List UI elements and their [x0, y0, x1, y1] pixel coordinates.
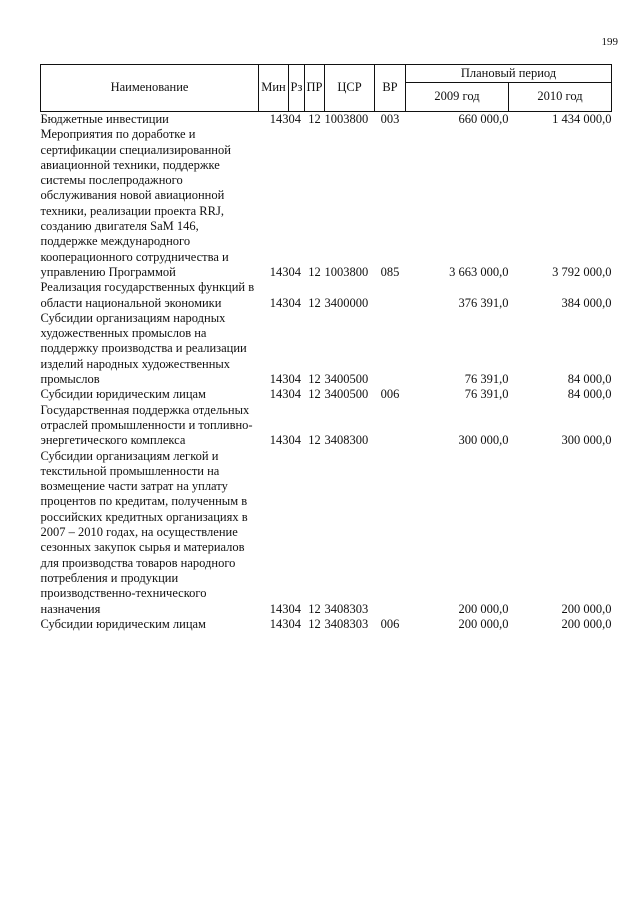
- row-rz: 04: [288, 616, 301, 631]
- row-pr: 12: [308, 601, 321, 616]
- table-row: [41, 387, 612, 402]
- row-name: Бюджетные инвестиции: [40, 112, 169, 126]
- row-csr: 1003800: [324, 264, 369, 279]
- table-body: [41, 112, 612, 633]
- header-pr: ПР: [305, 65, 325, 112]
- row-rz: 04: [288, 264, 301, 279]
- row-rz: 04: [288, 387, 301, 402]
- row-value-2010: 200 000,0: [561, 601, 612, 616]
- header-2009: 2009 год: [406, 83, 509, 112]
- row-name: Государственная поддержка отдельных отраслей промышленности и топливно-энергетического комплекса: [40, 402, 253, 448]
- row-vr: 003: [380, 112, 400, 126]
- header-plan-period: Плановый период: [406, 65, 612, 83]
- row-csr: 3408303: [324, 601, 369, 616]
- row-value-2010: 3 792 000,0: [552, 264, 612, 279]
- row-pr: 12: [308, 433, 321, 448]
- row-value-2009: 660 000,0: [458, 112, 509, 126]
- row-name: Субсидии юридическим лицам: [40, 387, 206, 402]
- row-vr: [375, 449, 406, 617]
- row-value-2009: 76 391,0: [464, 372, 509, 387]
- table-row: [41, 112, 612, 128]
- table-row: [41, 403, 612, 449]
- row-name: Мероприятия по доработке и сертификации специализированной авиационной техники, поддержке системы послепродажного обслуживания новой авиационной техники, реализации проекта RRJ, созданию двигателя SaM 146, поддержке международного кооперационного сотрудничества и управлению Программой: [40, 127, 231, 279]
- row-vr: 085: [380, 264, 400, 279]
- row-min: 143: [269, 387, 289, 402]
- row-rz: 04: [288, 372, 301, 387]
- header-row-top: [41, 65, 612, 83]
- row-rz: 04: [288, 433, 301, 448]
- header-vr: ВР: [375, 65, 406, 112]
- row-name: Реализация государственных функций в области национальной экономики: [40, 280, 255, 310]
- row-csr: 1003800: [324, 112, 369, 126]
- row-csr: 3400000: [324, 295, 369, 310]
- row-min: 143: [269, 295, 289, 310]
- table-row: [41, 449, 612, 617]
- row-min: 143: [269, 616, 289, 631]
- row-value-2009: 200 000,0: [458, 601, 509, 616]
- row-pr: 12: [308, 387, 321, 402]
- row-csr: 3400500: [324, 387, 369, 402]
- header-name: Наименование: [41, 65, 259, 112]
- row-name: Субсидии юридическим лицам: [40, 616, 206, 631]
- row-vr: [375, 280, 406, 311]
- row-value-2009: 3 663 000,0: [449, 264, 509, 279]
- row-value-2009: 200 000,0: [458, 616, 509, 631]
- row-value-2010: 300 000,0: [561, 433, 612, 448]
- page-number: 199: [601, 36, 618, 48]
- row-value-2009: 376 391,0: [458, 295, 509, 310]
- row-vr: 006: [380, 387, 400, 402]
- header-min: Мин: [259, 65, 289, 112]
- row-min: 143: [269, 372, 289, 387]
- row-rz: 04: [288, 601, 301, 616]
- row-pr: 12: [308, 112, 321, 126]
- row-value-2010: 384 000,0: [561, 295, 612, 310]
- table-row: [41, 311, 612, 387]
- row-rz: 04: [288, 112, 301, 126]
- row-name: Субсидии организациям легкой и текстильной промышленности на возмещение части затрат на уплату процентов по кредитам, полученным в российских кредитных организациях в 2007 – 2010 годах, на осуществление сезонных закупок сырья и материалов для производства товаров народного потребления и продукции производственно-технического назначения: [40, 448, 248, 616]
- row-value-2010: 84 000,0: [567, 387, 612, 402]
- row-min: 143: [269, 433, 289, 448]
- table-row: [41, 127, 612, 280]
- row-pr: 12: [308, 372, 321, 387]
- table-row: [41, 617, 612, 632]
- row-vr: [375, 311, 406, 387]
- row-min: 143: [269, 601, 289, 616]
- row-value-2010: 1 434 000,0: [552, 112, 612, 126]
- header-rz: Рз: [289, 65, 305, 112]
- row-pr: 12: [308, 616, 321, 631]
- row-name: Субсидии организациям народных художественных промыслов на поддержку производства и реализации изделий народных художественных промыслов: [40, 310, 247, 387]
- row-pr: 12: [308, 264, 321, 279]
- row-min: 143: [269, 264, 289, 279]
- row-value-2010: 84 000,0: [567, 372, 612, 387]
- row-vr: 006: [380, 616, 400, 631]
- table-row: [41, 280, 612, 311]
- header-2010: 2010 год: [509, 83, 612, 112]
- header-csr: ЦСР: [325, 65, 375, 112]
- row-vr: [375, 403, 406, 449]
- row-csr: 3408300: [324, 433, 369, 448]
- row-min: 143: [269, 112, 289, 126]
- row-value-2010: 200 000,0: [561, 616, 612, 631]
- row-rz: 04: [288, 295, 301, 310]
- row-value-2009: 76 391,0: [464, 387, 509, 402]
- row-pr: 12: [308, 295, 321, 310]
- row-csr: 3400500: [324, 372, 369, 387]
- row-value-2009: 300 000,0: [458, 433, 509, 448]
- row-csr: 3408303: [324, 616, 369, 631]
- budget-table: [40, 64, 612, 632]
